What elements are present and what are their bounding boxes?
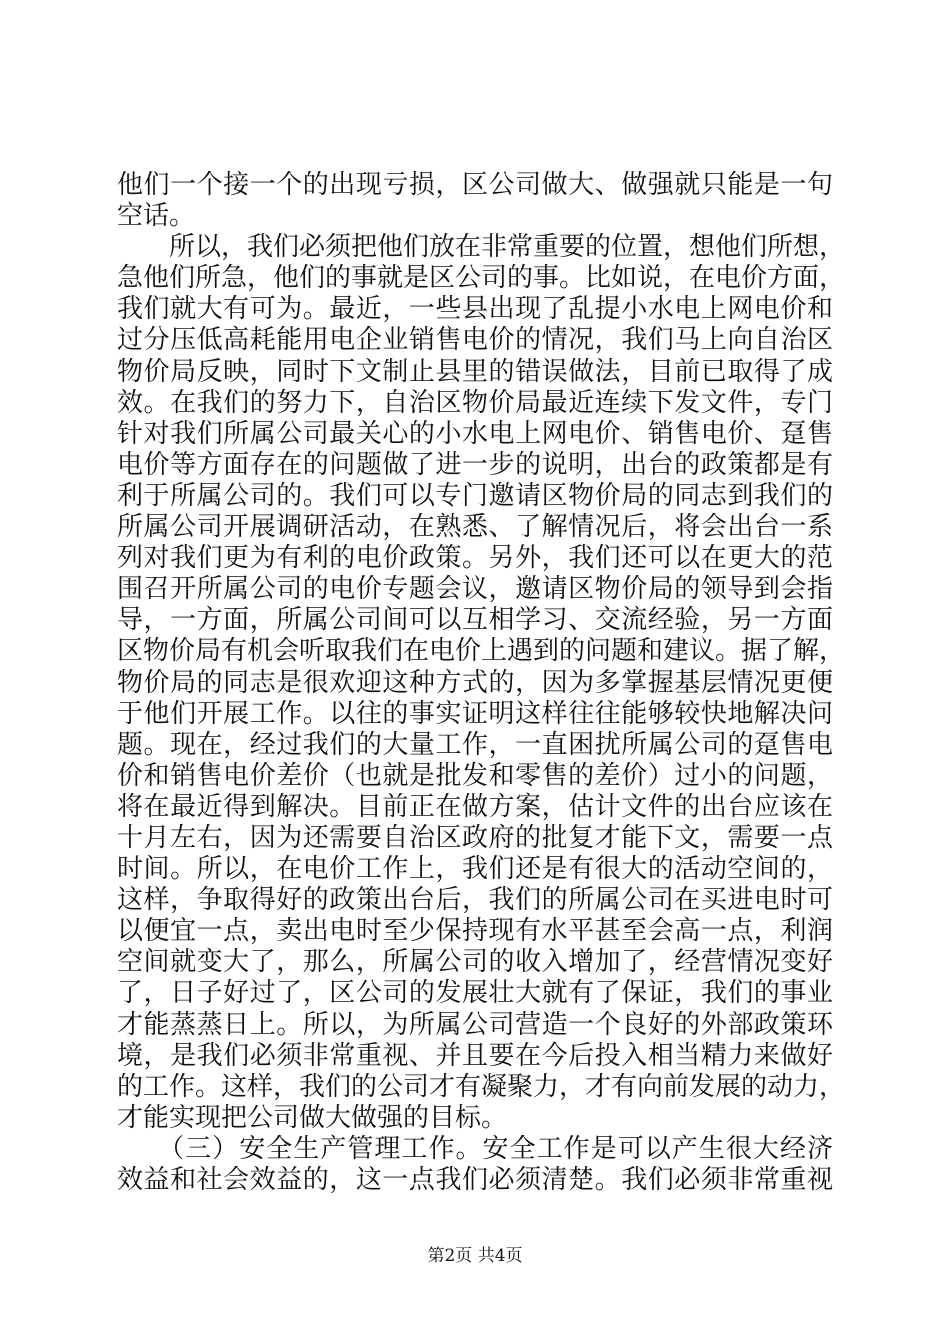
text-line: 物价局的同志是很欢迎这种方式的，因为多掌握基层情况更便 [117,667,833,698]
text-line: 题。现在，经过我们的大量工作，一直困扰所属公司的趸售电 [117,729,833,760]
document-body [117,170,846,1196]
text-line: 于他们开展工作。以往的事实证明这样往往能够较快地解决问 [117,698,833,729]
text-line: 所以，我们必须把他们放在非常重要的位置，想他们所想， [117,232,846,263]
text-line: 十月左右，因为还需要自治区政府的批复才能下文，需要一点 [117,822,833,853]
text-line: 空间就变大了，那么，所属公司的收入增加了，经营情况变好 [117,947,833,978]
text-line: 过分压低高耗能用电企业销售电价的情况，我们马上向自治区 [117,325,833,356]
text-line: 导，一方面，所属公司间可以互相学习、交流经验，另一方面 [117,605,833,636]
text-line: 针对我们所属公司最关心的小水电上网电价、销售电价、趸售 [117,418,833,449]
text-line: 才能蒸蒸日上。所以，为所属公司营造一个良好的外部政策环 [117,1009,833,1040]
text-line: 利于所属公司的。我们可以专门邀请区物价局的同志到我们的 [117,480,833,511]
text-line: 效。在我们的努力下，自治区物价局最近连续下发文件，专门 [117,387,833,418]
text-line: 围召开所属公司的电价专题会议，邀请区物价局的领导到会指 [117,574,833,605]
text-line: 价和销售电价差价（也就是批发和零售的差价）过小的问题， [117,760,833,791]
text-line: 时间。所以，在电价工作上，我们还是有很大的活动空间的， [117,854,833,885]
text-line: 了，日子好过了，区公司的发展壮大就有了保证，我们的事业 [117,978,833,1009]
text-line: 效益和社会效益的，这一点我们必须清楚。我们必须非常重视 [117,1165,833,1195]
text-line: 境，是我们必须非常重视、并且要在今后投入相当精力来做好 [117,1040,833,1071]
text-line: 急他们所急，他们的事就是区公司的事。比如说，在电价方面， [117,263,846,294]
text-line: 他们一个接一个的出现亏损，区公司做大、做强就只能是一句 [117,170,833,200]
text-line: 区物价局有机会听取我们在电价上遇到的问题和建议。据了解， [117,636,846,667]
text-line: 空话。 [117,201,196,232]
text-line: 才能实现把公司做大做强的目标。 [117,1102,508,1133]
text-line: 以便宜一点，卖出电时至少保持现有水平甚至会高一点，利润 [117,916,833,947]
text-line: 的工作。这样，我们的公司才有凝聚力，才有向前发展的动力， [117,1071,846,1102]
text-line: 电价等方面存在的问题做了进一步的说明，出台的政策都是有 [117,449,833,480]
text-line: 这样，争取得好的政策出台后，我们的所属公司在买进电时可 [117,885,833,916]
text-line: （三）安全生产管理工作。安全工作是可以产生很大经济 [117,1133,833,1164]
text-line: 物价局反映，同时下文制止县里的错误做法，目前已取得了成 [117,356,833,387]
text-line: 所属公司开展调研活动，在熟悉、了解情况后，将会出台一系 [117,512,833,543]
text-line: 列对我们更为有利的电价政策。另外，我们还可以在更大的范 [117,543,833,574]
text-line: 将在最近得到解决。目前正在做方案，估计文件的出台应该在 [117,791,833,822]
text-line: 我们就大有可为。最近，一些县出现了乱提小水电上网电价和 [117,294,833,325]
page-number-footer: 第2页 共4页 [427,1246,523,1266]
